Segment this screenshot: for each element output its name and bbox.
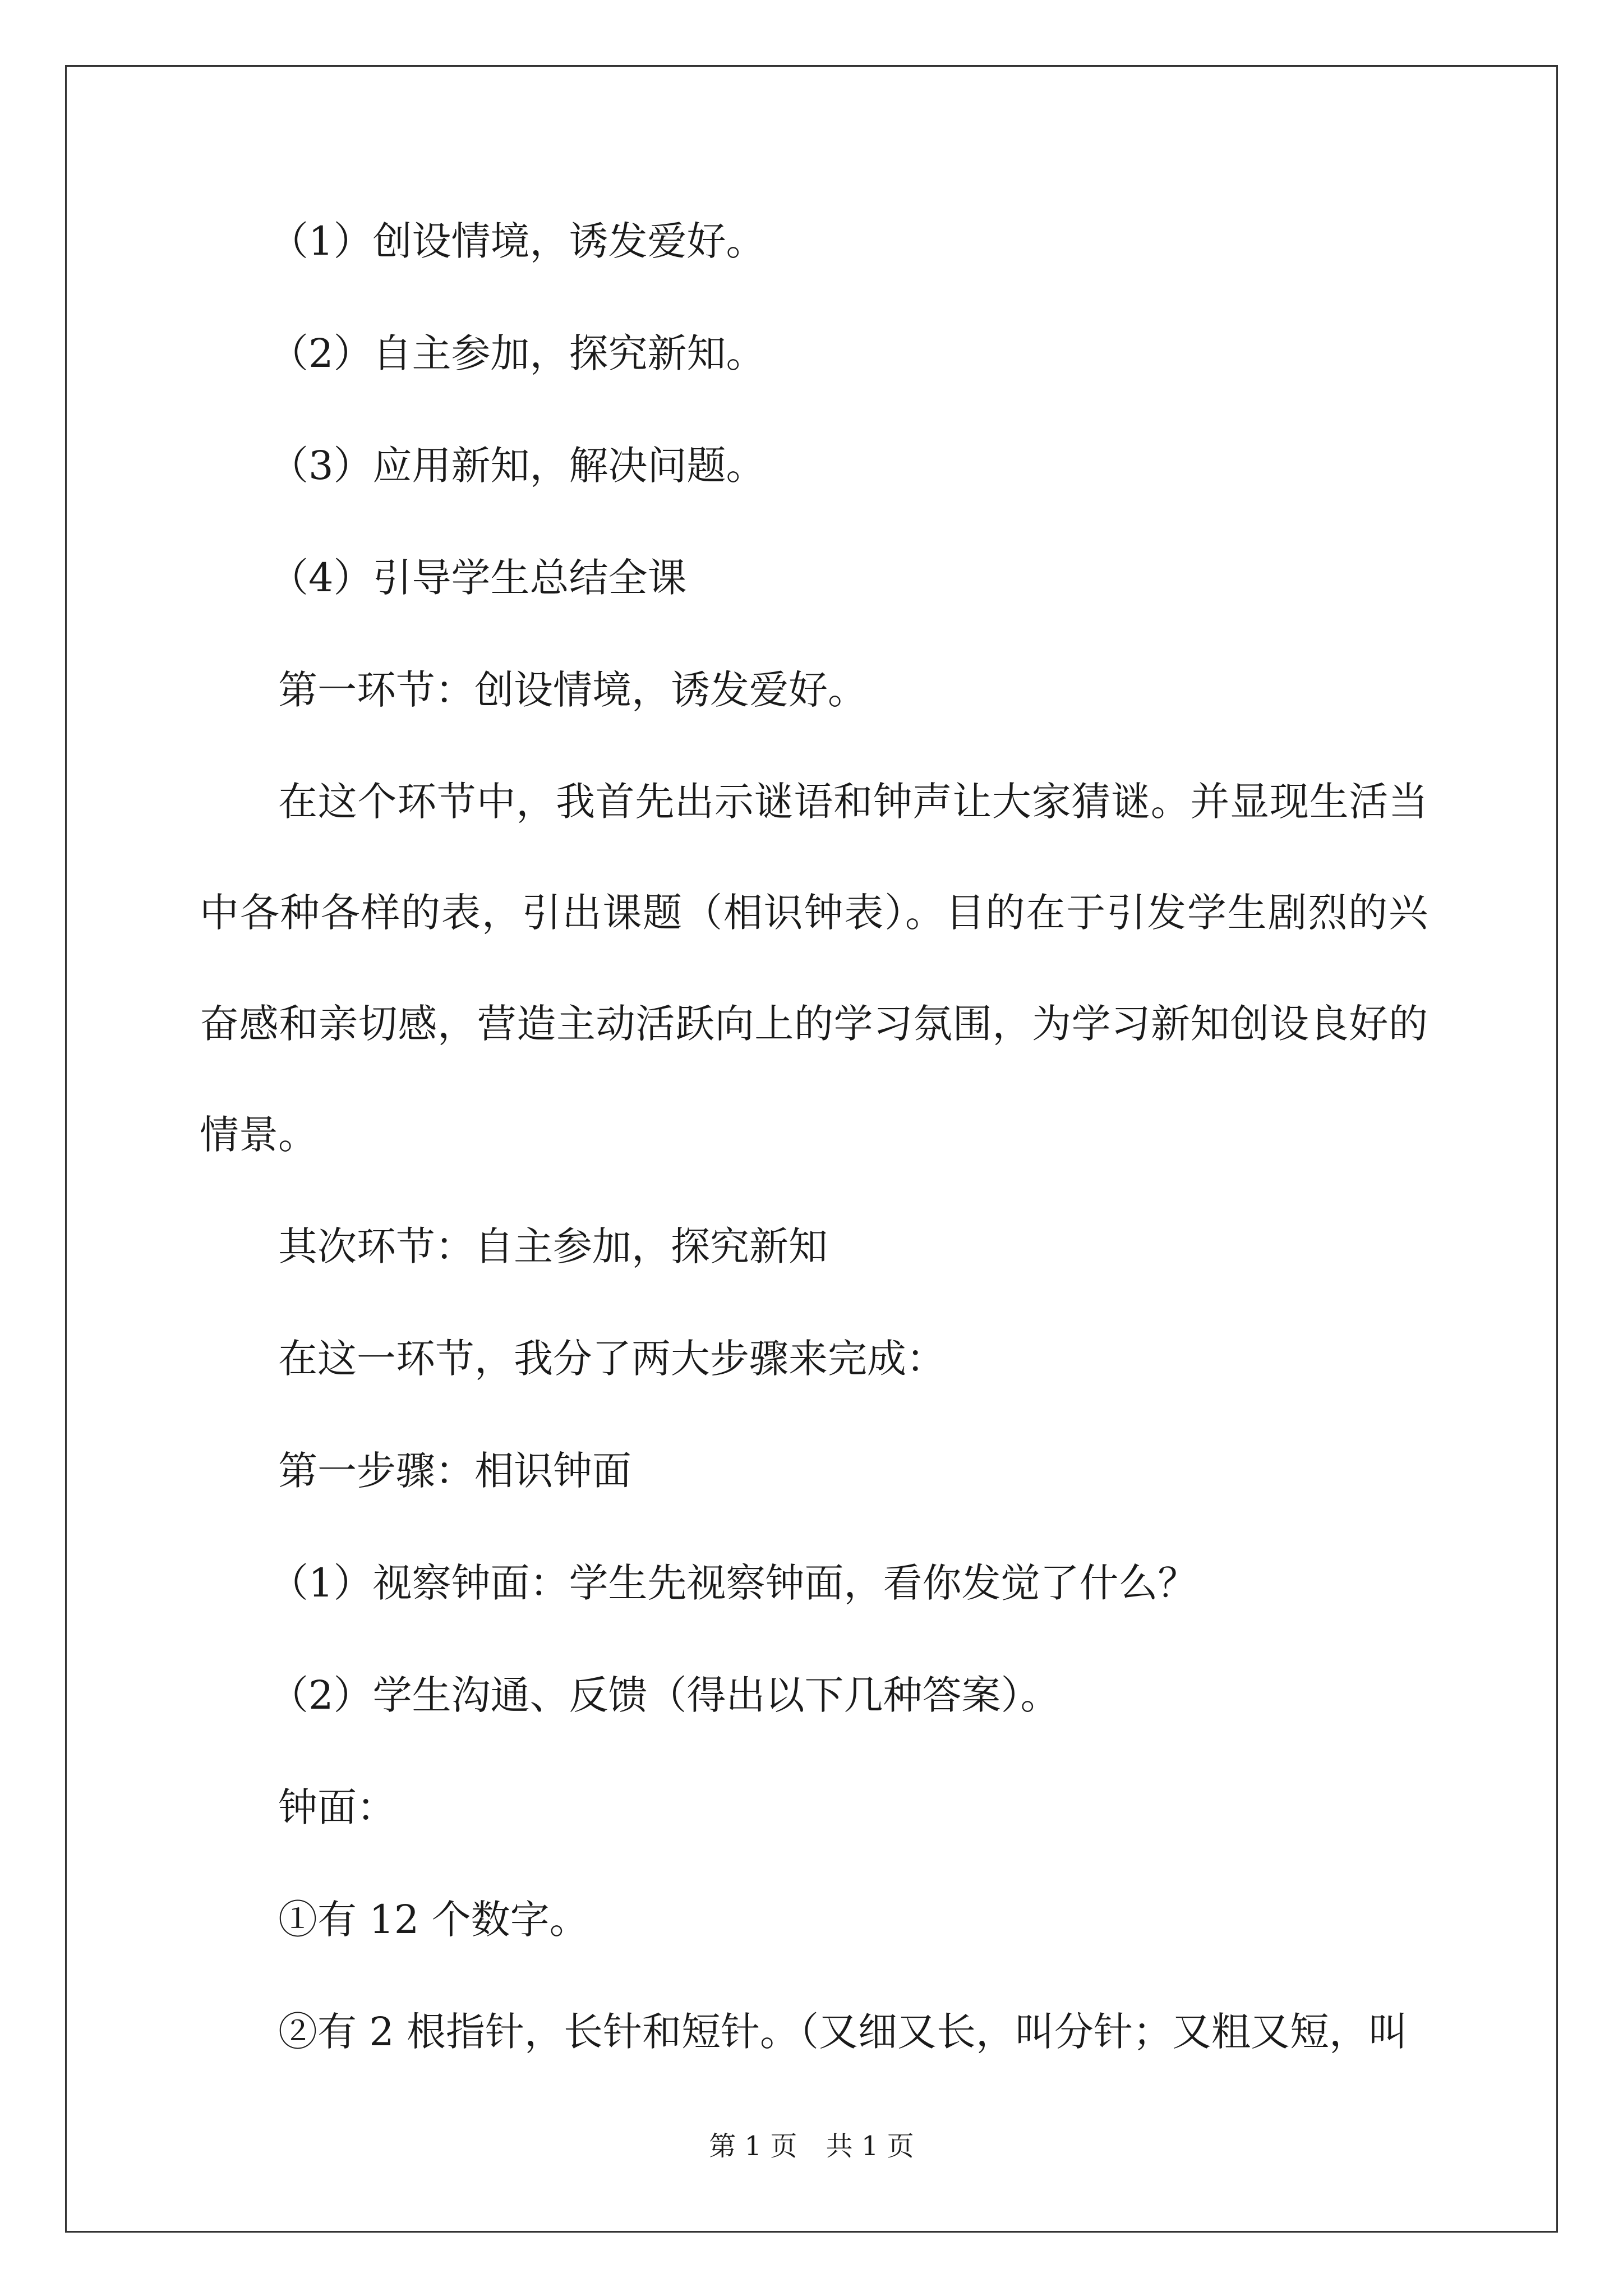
outline-item-2: （2）自主参加，探究新知。 xyxy=(269,330,766,376)
section-heading-1: 第一环节：创设情境，诱发爱好。 xyxy=(278,667,867,713)
section-2-intro: 在这一环节，我分了两大步骤来完成： xyxy=(278,1336,946,1382)
step-1-item-2: （2）学生沟通、反馈（得出以下几种答案）。 xyxy=(269,1672,1060,1718)
clock-face-point-1: ①有 12 个数字。 xyxy=(278,1897,589,1943)
outline-item-4: （4）引导学生总结全课 xyxy=(269,555,687,601)
section-heading-2: 其次环节：自主参加，探究新知 xyxy=(278,1223,828,1269)
section-1-body: 在这个环节中，我首先出示谜语和钟声让大家猜谜。并显现生活当中各种各样的表，引出课题（相识钟表）。目的在于引发学生剧烈的兴奋感和亲切感，营造主动活跃向上的学习氛围，为学习新知创设良好的情景。 xyxy=(200,779,1428,1158)
document-body xyxy=(200,213,1428,2116)
page-number-current: 第 1 页 xyxy=(709,2131,797,2162)
outline-item-3: （3）应用新知，解决问题。 xyxy=(269,443,766,489)
clock-face-label: 钟面： xyxy=(278,1784,396,1830)
clock-face-point-2: ②有 2 根指针，长针和短针。（又细又长，叫分针；又粗又短，叫 xyxy=(278,2009,1408,2055)
page-number-total: 共 1 页 xyxy=(826,2131,914,2162)
page-footer xyxy=(0,2129,1623,2163)
outline-item-1: （1）创设情境，诱发爱好。 xyxy=(269,218,766,264)
step-1-item-1: （1）视察钟面：学生先视察钟面，看你发觉了什么？ xyxy=(269,1560,1197,1606)
step-heading-1: 第一步骤：相识钟面 xyxy=(278,1448,631,1494)
